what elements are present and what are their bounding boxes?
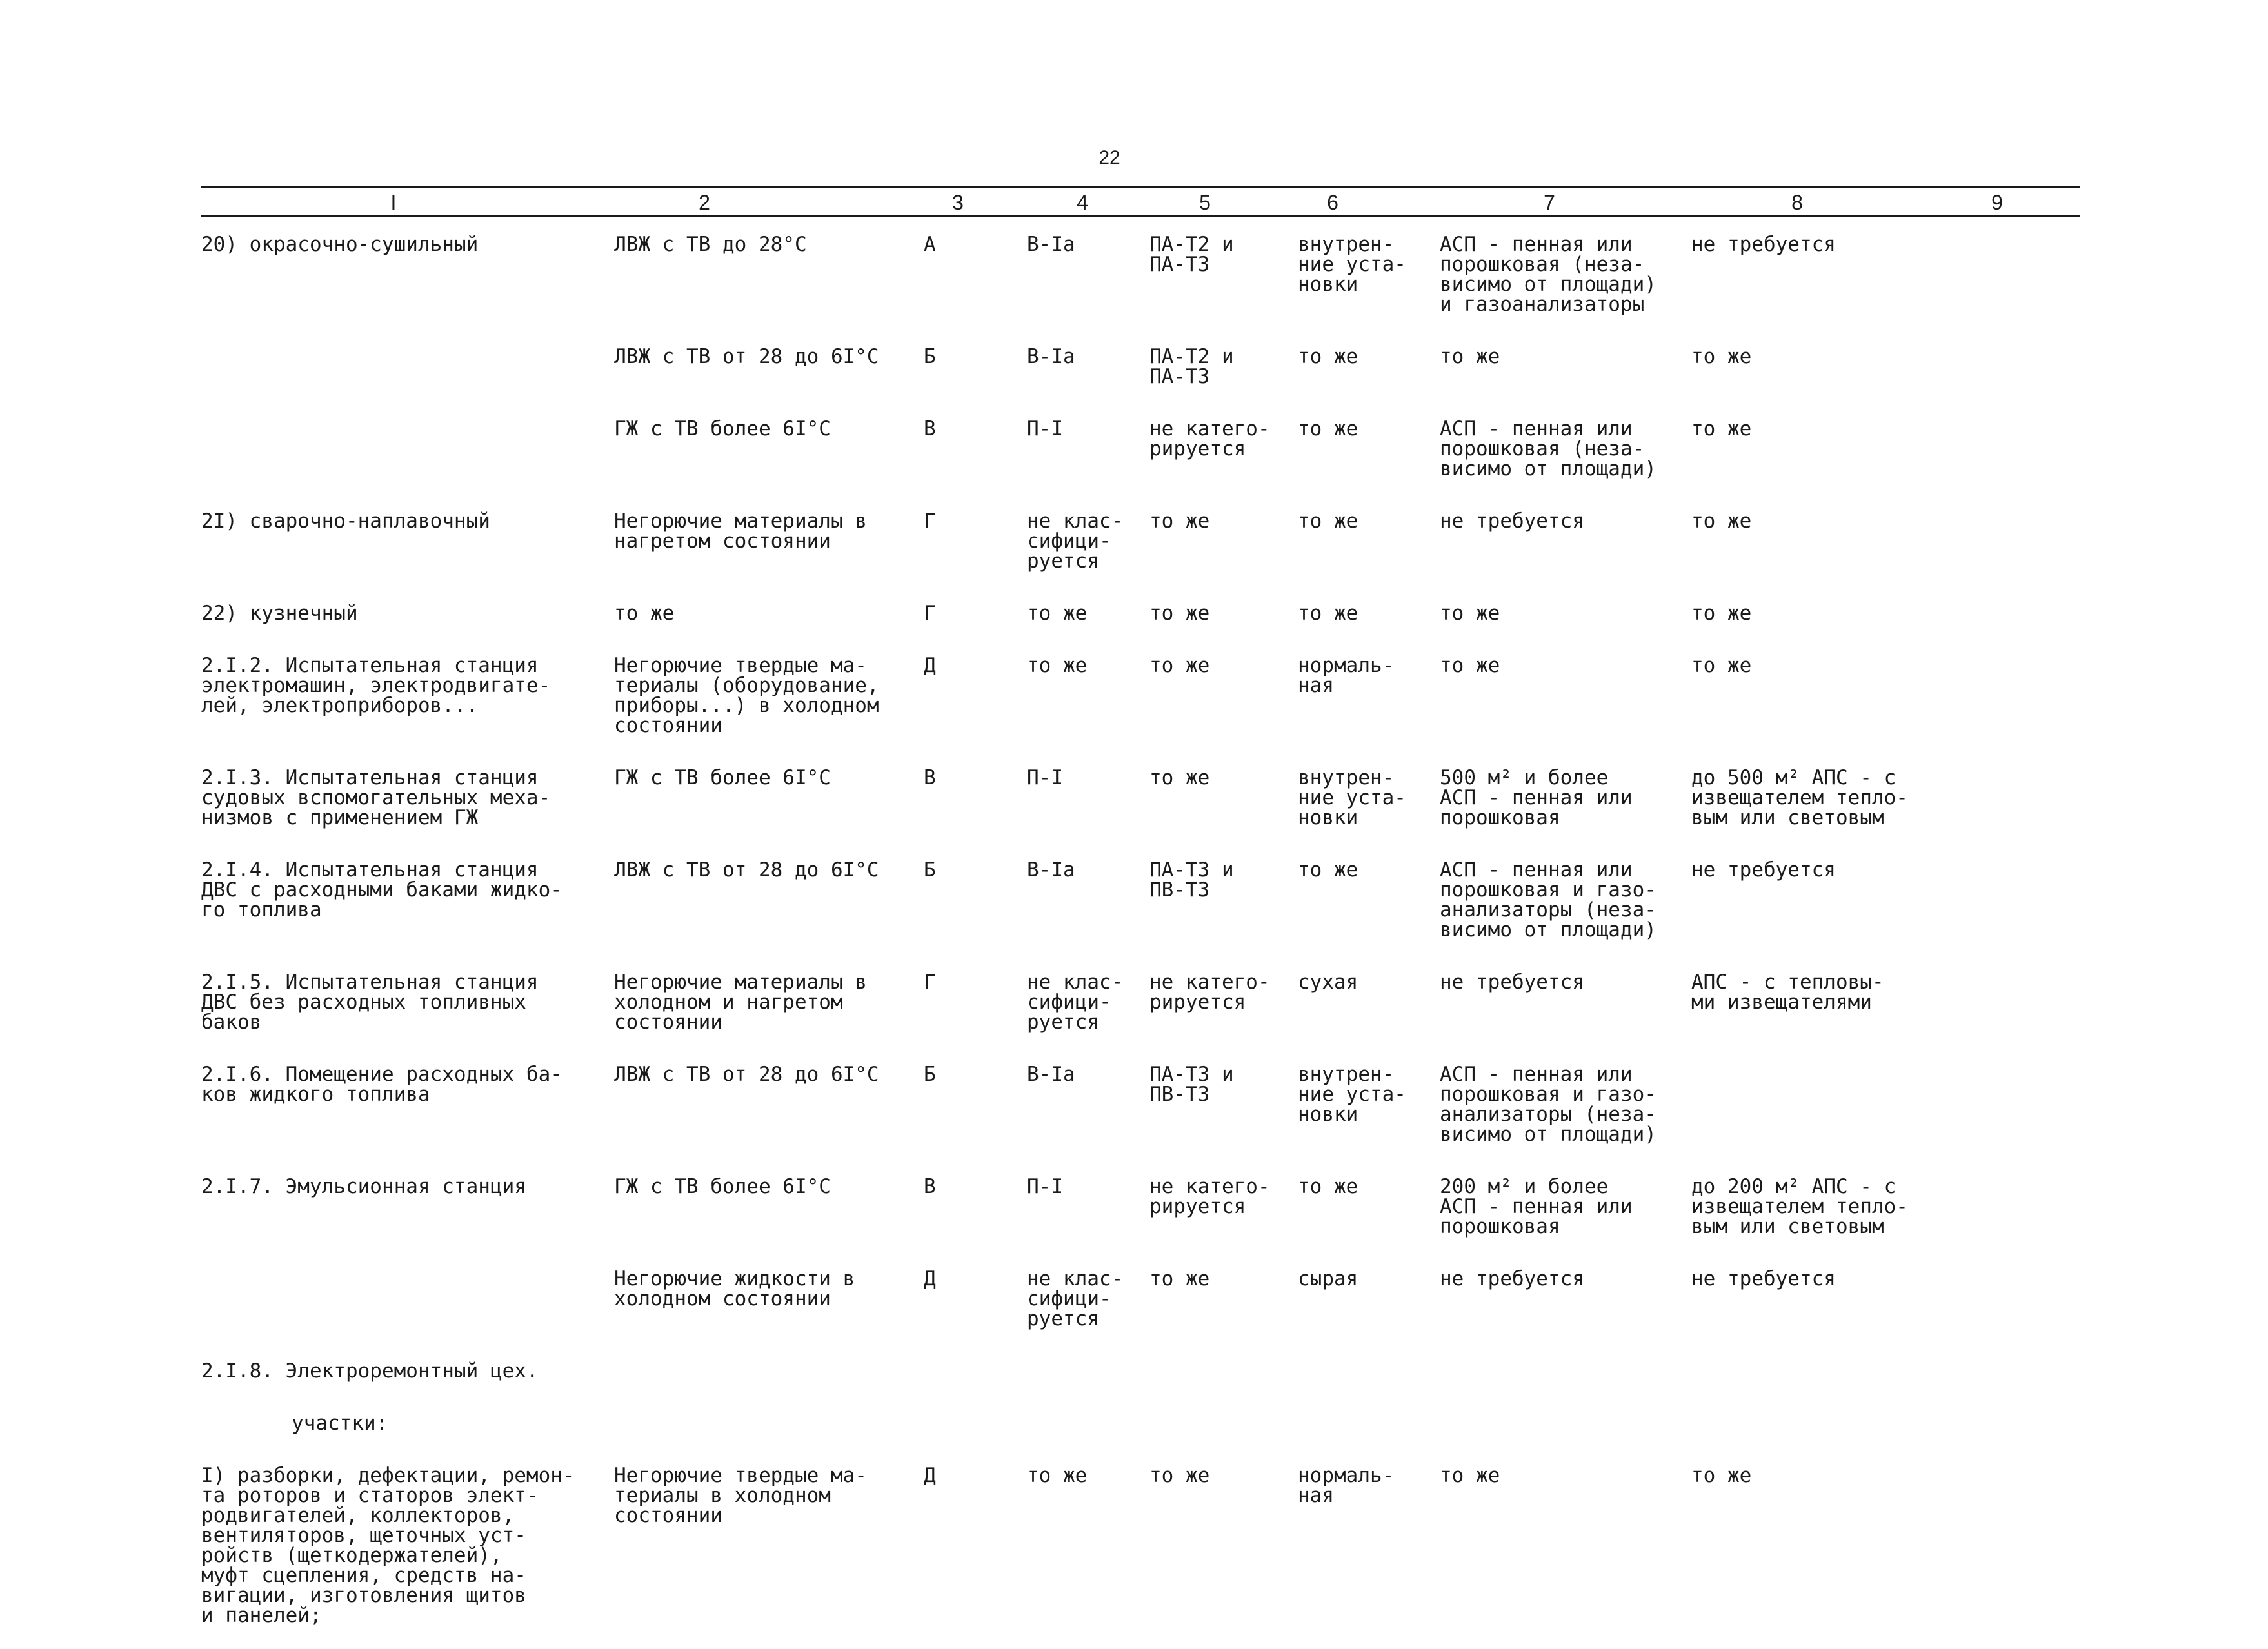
cell-material: ГЖ с ТВ более 6I°С <box>614 766 831 789</box>
cell-room-name: 20) окрасочно-сушильный <box>201 233 479 256</box>
cell-zone-class: не клас- сифици- руется <box>1027 509 1124 573</box>
cell-explosive-mixture: то же <box>1149 509 1210 533</box>
column-number-2: 2 <box>699 191 710 214</box>
cell-explosive-mixture: ПА-ТЗ и ПВ-ТЗ <box>1149 858 1234 902</box>
classification-table <box>201 226 2080 1649</box>
cell-explosive-mixture: не катего- рируется <box>1149 417 1270 460</box>
cell-explosive-mixture: то же <box>1149 654 1210 677</box>
page-number: 22 <box>1099 147 1120 168</box>
cell-zone-class: то же <box>1027 1464 1088 1487</box>
table-row <box>201 410 2080 502</box>
table-row <box>201 226 2080 338</box>
cell-room-name: 22) кузнечный <box>201 602 358 625</box>
cell-extinguishing: то же <box>1440 345 1500 368</box>
cell-extinguishing: не требуется <box>1440 509 1584 533</box>
cell-alarm: не требуется <box>1691 1267 1836 1290</box>
cell-explosive-mixture: ПА-Т2 и ПА-ТЗ <box>1149 345 1234 388</box>
cell-zone-class: то же <box>1027 654 1088 677</box>
cell-category: Г <box>924 509 936 533</box>
cell-environment: внутрен- ние уста- новки <box>1298 233 1406 296</box>
column-number-9: 9 <box>1991 191 2003 214</box>
cell-zone-class: В-Iа <box>1027 1063 1075 1086</box>
cell-zone-class: П-I <box>1027 417 1063 440</box>
cell-category: В <box>924 417 936 440</box>
cell-zone-class: не клас- сифици- руется <box>1027 971 1124 1034</box>
cell-room-name: I) разборки, дефектации, ремон- та роторов и статоров элект- родвигателей, коллекторов, вентиляторов, щеточных уст- ройств (щеткодержателей), муфт сцепления, средств на- вигации, изготовления щитов и панелей; <box>201 1464 575 1627</box>
cell-extinguishing: то же <box>1440 1464 1500 1487</box>
table-row <box>201 1457 2080 1649</box>
cell-zone-class: П-I <box>1027 766 1063 789</box>
section-heading: 2.I.8. Электроремонтный цех. <box>201 1359 539 1383</box>
cell-category: В <box>924 1175 936 1198</box>
table-row <box>201 963 2080 1056</box>
cell-explosive-mixture: то же <box>1149 1267 1210 1290</box>
column-number-7: 7 <box>1544 191 1555 214</box>
cell-environment: нормаль- ная <box>1298 654 1395 697</box>
cell-material: ГЖ с ТВ более 6I°С <box>614 417 831 440</box>
cell-material: Негорючие материалы в холодном и нагретом состоянии <box>614 971 867 1034</box>
table-row <box>201 338 2080 410</box>
cell-alarm: то же <box>1691 345 1752 368</box>
cell-environment: внутрен- ние уста- новки <box>1298 766 1406 829</box>
cell-alarm: до 200 м² АПС - с извещателем тепло- вым или световым <box>1691 1175 1908 1238</box>
cell-extinguishing: не требуется <box>1440 971 1584 994</box>
cell-alarm: не требуется <box>1691 233 1836 256</box>
cell-environment: то же <box>1298 509 1358 533</box>
cell-alarm: АПС - с тепловы- ми извещателями <box>1691 971 1884 1014</box>
cell-explosive-mixture: не катего- рируется <box>1149 1175 1270 1218</box>
section-heading-row <box>201 1352 2080 1405</box>
cell-environment: нормаль- ная <box>1298 1464 1395 1507</box>
cell-zone-class: П-I <box>1027 1175 1063 1198</box>
cell-extinguishing: АСП - пенная или порошковая и газо- анализаторы (неза- висимо от площади) <box>1440 858 1656 942</box>
cell-alarm: то же <box>1691 654 1752 677</box>
table-row <box>201 759 2080 851</box>
cell-explosive-mixture: то же <box>1149 766 1210 789</box>
cell-zone-class: то же <box>1027 602 1088 625</box>
cell-extinguishing: АСП - пенная или порошковая (неза- висимо от площади) <box>1440 417 1656 480</box>
table-row <box>201 1056 2080 1168</box>
column-number-4: 4 <box>1077 191 1088 214</box>
cell-category: В <box>924 766 936 789</box>
cell-room-name: 2.I.5. Испытательная станция ДВС без расходных топливных баков <box>201 971 539 1034</box>
cell-zone-class: В-Iа <box>1027 858 1075 882</box>
cell-room-name: 2.I.6. Помещение расходных ба- ков жидкого топлива <box>201 1063 562 1106</box>
table-row <box>201 502 2080 595</box>
cell-category: Д <box>924 1464 936 1487</box>
cell-category: А <box>924 233 936 256</box>
cell-material: ЛВЖ с ТВ до 28°С <box>614 233 807 256</box>
table-row <box>201 1168 2080 1260</box>
cell-zone-class: В-Iа <box>1027 233 1075 256</box>
cell-alarm: то же <box>1691 509 1752 533</box>
cell-category: Д <box>924 1267 936 1290</box>
cell-room-name: 2I) сварочно-наплавочный <box>201 509 490 533</box>
cell-material: Негорючие твердые ма- териалы (оборудование, приборы...) в холодном состоянии <box>614 654 879 737</box>
cell-zone-class: не клас- сифици- руется <box>1027 1267 1124 1330</box>
cell-explosive-mixture: ПА-Т2 и ПА-ТЗ <box>1149 233 1234 276</box>
column-number-6: 6 <box>1327 191 1338 214</box>
column-number-8: 8 <box>1791 191 1803 214</box>
cell-room-name: 2.I.3. Испытательная станция судовых вспомогательных меха- низмов с применением ГЖ <box>201 766 551 829</box>
cell-extinguishing: то же <box>1440 654 1500 677</box>
cell-explosive-mixture: не катего- рируется <box>1149 971 1270 1014</box>
cell-category: Г <box>924 971 936 994</box>
header-bottom-rule <box>201 215 2080 217</box>
cell-alarm: до 500 м² АПС - с извещателем тепло- вым или световым <box>1691 766 1908 829</box>
section-subheading-row <box>201 1405 2080 1457</box>
table-row <box>201 851 2080 963</box>
cell-extinguishing: АСП - пенная или порошковая (неза- висимо от площади) и газоанализаторы <box>1440 233 1656 316</box>
cell-environment: то же <box>1298 1175 1358 1198</box>
cell-alarm: то же <box>1691 1464 1752 1487</box>
column-number-3: 3 <box>952 191 964 214</box>
cell-explosive-mixture: то же <box>1149 1464 1210 1487</box>
cell-material: то же <box>614 602 675 625</box>
header-top-rule <box>201 186 2080 188</box>
cell-environment: то же <box>1298 417 1358 440</box>
cell-explosive-mixture: то же <box>1149 602 1210 625</box>
table-row <box>201 1260 2080 1352</box>
cell-category: Г <box>924 602 936 625</box>
cell-zone-class: В-Iа <box>1027 345 1075 368</box>
cell-material: ЛВЖ с ТВ от 28 до 6I°С <box>614 345 879 368</box>
section-subheading: участки: <box>292 1412 388 1435</box>
cell-material: ЛВЖ с ТВ от 28 до 6I°С <box>614 1063 879 1086</box>
cell-extinguishing: 200 м² и более АСП - пенная или порошковая <box>1440 1175 1633 1238</box>
cell-environment: то же <box>1298 858 1358 882</box>
cell-extinguishing: то же <box>1440 602 1500 625</box>
table-row <box>201 647 2080 759</box>
table-row <box>201 595 2080 647</box>
cell-alarm: то же <box>1691 417 1752 440</box>
cell-category: Б <box>924 1063 936 1086</box>
column-number-5: 5 <box>1199 191 1211 214</box>
column-number-1: I <box>390 191 397 214</box>
cell-environment: то же <box>1298 602 1358 625</box>
cell-material: Негорючие твердые ма- териалы в холодном состоянии <box>614 1464 867 1527</box>
cell-alarm: не требуется <box>1691 858 1836 882</box>
cell-room-name: 2.I.2. Испытательная станция электромашин, электродвигате- лей, электроприборов... <box>201 654 551 717</box>
cell-category: Б <box>924 858 936 882</box>
cell-material: Негорючие жидкости в холодном состоянии <box>614 1267 855 1310</box>
cell-category: Д <box>924 654 936 677</box>
cell-extinguishing: АСП - пенная или порошковая и газо- анализаторы (неза- висимо от площади) <box>1440 1063 1656 1146</box>
cell-extinguishing: 500 м² и более АСП - пенная или порошковая <box>1440 766 1633 829</box>
cell-room-name: 2.I.7. Эмульсионная станция <box>201 1175 526 1198</box>
cell-explosive-mixture: ПА-ТЗ и ПВ-ТЗ <box>1149 1063 1234 1106</box>
cell-environment: сухая <box>1298 971 1358 994</box>
cell-category: Б <box>924 345 936 368</box>
cell-room-name: 2.I.4. Испытательная станция ДВС с расходными баками жидко- го топлива <box>201 858 562 922</box>
cell-material: ЛВЖ с ТВ от 28 до 6I°С <box>614 858 879 882</box>
cell-extinguishing: не требуется <box>1440 1267 1584 1290</box>
cell-alarm: то же <box>1691 602 1752 625</box>
cell-environment: сырая <box>1298 1267 1358 1290</box>
cell-environment: внутрен- ние уста- новки <box>1298 1063 1406 1126</box>
cell-environment: то же <box>1298 345 1358 368</box>
cell-material: ГЖ с ТВ более 6I°С <box>614 1175 831 1198</box>
cell-material: Негорючие материалы в нагретом состоянии <box>614 509 867 553</box>
